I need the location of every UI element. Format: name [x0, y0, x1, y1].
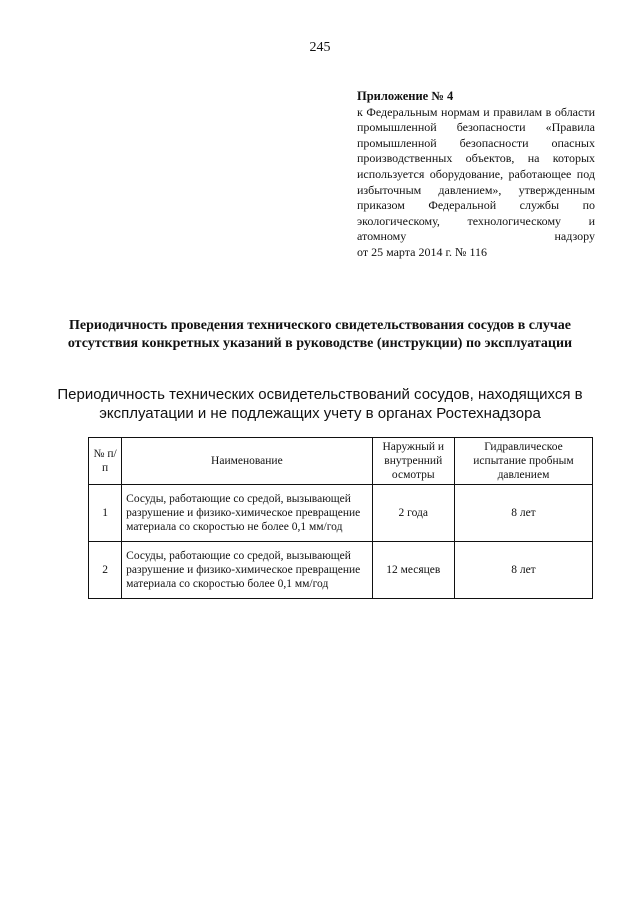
appendix-body: к Федеральным нормам и правилам в области промышленной безопасности «Правила промышленной безопасности опасных производственных объектов, на которых используется оборудование, работающее под избыточным давлением», утвержденным приказом Федеральной службы по экологическому, технологическому и атомному надзору [357, 104, 595, 244]
appendix-block [357, 89, 595, 261]
header-num: № п/п [89, 438, 122, 485]
table-row [89, 485, 593, 542]
row-hydro: 8 лет [454, 542, 592, 599]
table-row [89, 542, 593, 599]
page-number: 245 [309, 40, 331, 55]
row-inspection: 12 месяцев [372, 542, 454, 599]
appendix-date: от 25 марта 2014 г. № 116 [357, 244, 488, 259]
row-num: 1 [89, 485, 122, 542]
header-hydro: Гидравлическое испытание пробным давлением [454, 438, 592, 485]
row-inspection: 2 года [372, 485, 454, 542]
row-name: Сосуды, работающие со средой, вызывающей разрушение и физико-химическое превращение материала со скоростью более 0,1 мм/год [122, 542, 372, 599]
row-name: Сосуды, работающие со средой, вызывающей разрушение и физико-химическое превращение материала со скоростью не более 0,1 мм/год [122, 485, 372, 542]
row-hydro: 8 лет [454, 485, 592, 542]
periodicity-table [88, 437, 593, 599]
table-header-row [89, 438, 593, 485]
header-name: Наименование [122, 438, 372, 485]
document-title: Периодичность проведения технического свидетельствования сосудов в случае отсутствия конкретных указаний в руководстве (инструкции) по эксплуатации [67, 318, 573, 351]
table-title: Периодичность технических освидетельствований сосудов, находящихся в эксплуатации и не подлежащих учету в органах Ростехнадзора [57, 386, 583, 422]
appendix-title: Приложение № 4 [357, 89, 454, 103]
row-num: 2 [89, 542, 122, 599]
header-inspection: Наружный и внутренний осмотры [372, 438, 454, 485]
